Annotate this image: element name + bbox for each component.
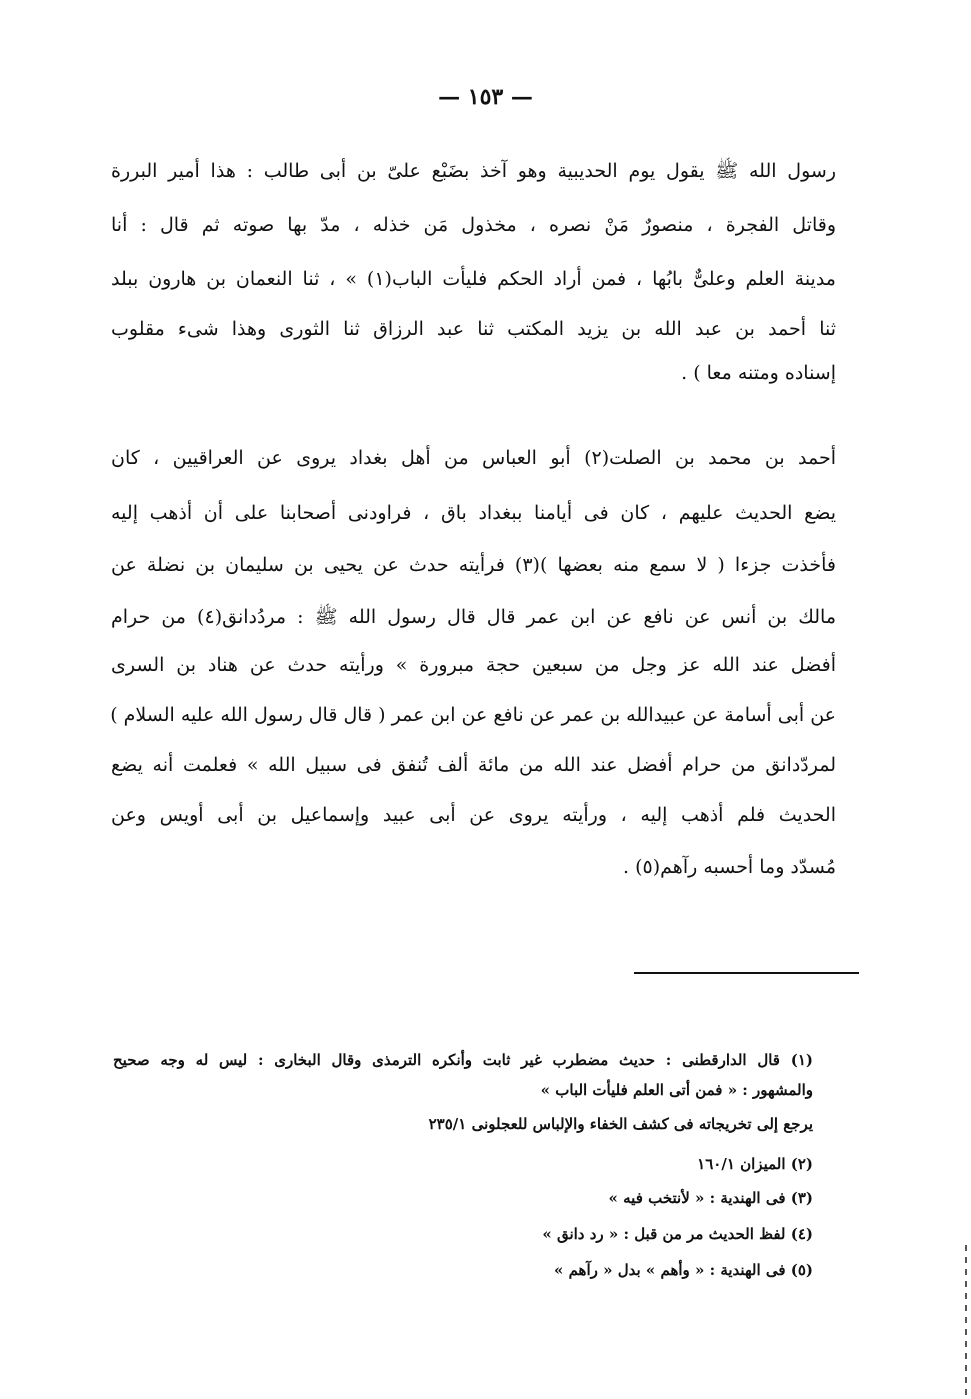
footnote-5: (٥) فى الهندية : « وأهم » بدل « رآهم »	[553, 1261, 813, 1279]
footnote-1-line-3: يرجع إلى تخريجاته فى كشف الخفاء والإلباس للعجلونى ٢٣٥/١	[428, 1115, 813, 1133]
footnote-separator	[634, 972, 859, 974]
paragraph2-line-8: الحديث فلم أذهب إليه ، ورأيته يروى عن أبى عبيد وإسماعيل بن أبى أويس وعن	[111, 804, 836, 826]
paragraph2-line-2: يضع الحديث عليهم ، كان فى أيامنا ببغداد باق ، فراودنى أصحابنا على أن أذهب إليه	[111, 502, 836, 524]
paragraph1-line-1: رسول الله ﷺ يقول يوم الحديبية وهو آخذ بضَبْع علىّ بن أبى طالب : هذا أمير البررة	[111, 160, 836, 182]
footnote-1-line-2: والمشهور : « فمن أتى العلم فليأت الباب »	[540, 1081, 813, 1099]
footnote-2: (٢) الميزان ١٦٠/١	[697, 1155, 813, 1173]
paragraph2-line-1: أحمد بن محمد بن الصلت(٢) أبو العباس من أهل بغداد يروى عن العراقيين ، كان	[111, 447, 836, 469]
paragraph1-line-5: إسناده ومتنه معا ) .	[681, 362, 836, 384]
paragraph2-line-6: عن أبى أسامة عن عبيدالله بن عمر عن نافع عن ابن عمر ( قال قال رسول الله عليه السلام )	[110, 704, 836, 726]
paragraph2-line-4: مالك بن أنس عن نافع عن ابن عمر قال قال رسول الله ﷺ : مردُدانق(٤) من حرام	[111, 606, 837, 628]
paragraph2-line-9: مُسدّد وما أحسبه رآهم(٥) .	[623, 856, 836, 878]
paragraph2-line-5: أفضل عند الله عز وجل من سبعين حجة مبرورة » ورأيته حدث عن هناد بن السرى	[111, 654, 836, 676]
paragraph2-line-7: لمردّدانق من حرام أفضل عند الله من مائة ألف تُنفق فى سبيل الله » فعلمت أنه يضع	[111, 754, 836, 776]
paragraph1-line-4: ثنا أحمد بن عبد الله بن يزيد المكتب ثنا عبد الرزاق ثنا الثورى وهذا شىء مقلوب	[111, 318, 836, 340]
footnote-3: (٣) فى الهندية : « لأنتخب فيه »	[608, 1189, 813, 1207]
page-number: — ١٥٣ —	[438, 84, 533, 110]
footnote-4: (٤) لفظ الحديث مر من قبل : « رد دانق »	[542, 1225, 813, 1243]
paragraph2-line-3: فأخذت جزءا ( لا سمع منه بعضها )(٣) فرأيته حدث عن يحيى بن سليمان بن نضلة عن	[111, 554, 836, 576]
scan-edge-mark	[965, 1245, 967, 1395]
footnote-1-line-1: (١) قال الدارقطنى : حديث مضطرب غير ثابت وأنكره الترمذى وقال البخارى : ليس له وجه صحيح	[113, 1051, 813, 1069]
paragraph1-line-3: مدينة العلم وعلىٌّ بابُها ، فمن أراد الحكم فليأت الباب(١) » ، ثنا النعمان بن هارون ببلد	[111, 268, 836, 290]
paragraph1-line-2: وقاتل الفجرة ، منصورٌ مَنْ نصره ، مخذول مَن خذله ، مدّ بها صوته ثم قال : أنا	[111, 214, 836, 236]
